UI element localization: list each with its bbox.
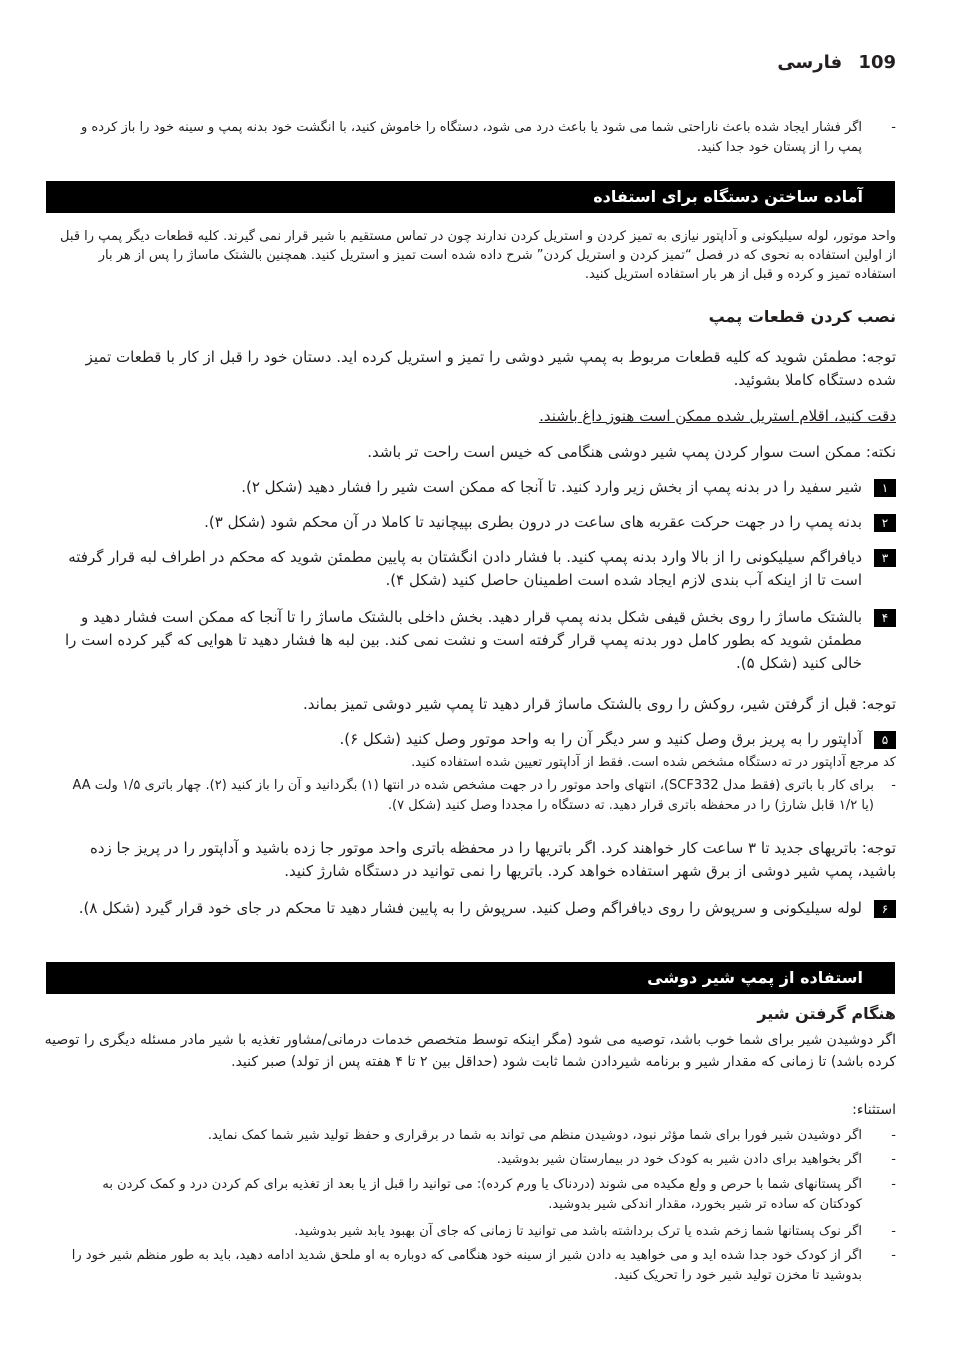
bullet-text: اگر از کودک خود جدا شده اید و می خواهید به دادن شیر از سینه خود هنگامی که دوباره به او ملحق شدید ادامه دهید، باید به طور منظم شیر خود را بدوشید تا مخزن تولید شیر خود را تحریک کنید. [71, 1248, 862, 1283]
bullet-dash: - [891, 1152, 896, 1167]
note-clean-parts: توجه: مطمئن شوید که کلیه قطعات مربوط به پمپ شیر دوشی را تمیز و استریل کرده اید. دستان خود را قبل از کار با قطعات تمیز شده دستگاه کاملا بشوئید. [85, 348, 896, 389]
step-1 [60, 476, 896, 499]
note-batteries: توجه: باتریهای جدید تا ۳ ساعت کار خواهند کرد. اگر باتریها را در محفظه باتری واحد موتور جا زده باشید و آداپتور را در پریز جا زده باشید، پمپ شیر دوشی از برق شهر استفاده خواهد کرد. باتریها را نمی توانید در دستگاه شارژ کنید. [89, 839, 896, 880]
step-6 [60, 897, 896, 920]
exceptions-label: استثناء: [852, 1102, 896, 1118]
step-2 [60, 511, 896, 534]
bullet-text: اگر نوک پستانها شما زخم شده یا ترک برداشته باشد می توانید تا زمانی که جای آن بهبود یابد شیر بدوشید. [294, 1224, 862, 1239]
bullet-dash: - [891, 778, 896, 793]
bullet-text: اگر دوشیدن شیر فورا برای شما مؤثر نبود، دوشیدن منظم می تواند به شما در برقراری و حفظ تولید شیر شما کمک نماید. [207, 1128, 862, 1143]
step-number: ۶ [874, 900, 896, 918]
note-cover: توجه: قبل از گرفتن شیر، روکش را روی بالشتک ماساژ قرار دهید تا پمپ شیر دوشی تمیز بماند. [302, 695, 896, 713]
subtitle-expressing: هنگام گرفتن شیر [757, 1004, 896, 1023]
battery-bullet-text: برای کار با باتری (فقط مدل SCF332)، انتهای واحد موتور را در جهت مشخص شده در انتها (۱) بگردانید و آن را باز کنید (۲). چهار باتری ۱/۵ ولت AA (یا ۱/۲ قابل شارژ) را در محفظه باتری قرار دهید. ته دستگاه را مجددا وصل کنید (شکل ۷). [72, 778, 874, 813]
step-4 [60, 606, 896, 675]
step-number: ۲ [874, 514, 896, 532]
step-text: بدنه پمپ را در جهت حرکت عقربه های ساعت در درون بطری بپیچانید تا کاملا در آن محکم شود (شکل ۳). [204, 513, 862, 531]
intro-bullet-text: اگر فشار ایجاد شده باعث ناراحتی شما می شود یا باعث درد می شود، دستگاه را خاموش کنید، با انگشت خود بدنه پمپ و سینه خود را باز کرده و پمپ را از پستان خود جدا کنید. [81, 120, 862, 155]
expressing-paragraph: اگر دوشیدن شیر برای شما خوب باشد، توصیه می شود (مگر اینکه توسط متخصص خدمات درمانی/مشاور تغذیه با شیر مادر مسئله دیگری را توصیه کرده باشد) تا زمانی که مقدار شیر و برنامه شیردادن شما ثابت شود (حداقل بین ۲ تا ۴ هفته پس از تولد) صبر کنید. [44, 1032, 896, 1070]
exception-bullet-3 [60, 1175, 896, 1215]
step-text: بالشتک ماساژ را روی بخش قیفی شکل بدنه پمپ قرار دهید. بخش داخلی بالشتک ماساژ را تا آنجا که ممکن است فشار دهید و مطمئن شوید که بطور کامل دور بدنه پمپ قرار گرفته است و نشت نمی کند. بین لبه ها فشار دهید تا هوایی که گیر کرده است را خالی کنید (شکل ۵). [64, 608, 862, 672]
adapter-reference-note: کد مرجع آداپتور در ته دستگاه مشخص شده است. فقط از آداپتور تعیین شده استفاده کنید. [411, 755, 896, 770]
step-text: شیر سفید را در بدنه پمپ از بخش زیر وارد کنید. تا آنجا که ممکن است شیر را فشار دهید (شکل ۲). [241, 478, 862, 496]
page-number: 109 [858, 52, 896, 73]
bullet-dash: - [891, 1177, 896, 1192]
prepare-paragraph: واحد موتور، لوله سیلیکونی و آداپتور نیازی به تمیز کردن و استریل کردن ندارند چون در تماس مستقیم با شیر قرار نمی گیرند. کلیه قطعات دیگر پمپ را قبل از اولین استفاده به نحوی که در فصل “تمیز کردن و استریل کردن” شرح داده شده است تمیز و استریل کنید. همچنین بالشتک ماساژ را پس از هر بار استفاده تمیز و کرده و قبل از هر بار استفاده استریل کنید. [60, 229, 896, 282]
exception-bullet-4 [60, 1222, 896, 1242]
intro-bullet [76, 118, 896, 158]
step-5 [60, 728, 896, 751]
bullet-dash: - [891, 120, 896, 135]
step-text: آداپتور را به پریز برق وصل کنید و سر دیگر آن را به واحد موتور وصل کنید (شکل ۶). [339, 730, 862, 748]
page-header [777, 52, 896, 73]
section-title-prepare: آماده ساختن دستگاه برای استفاده [46, 181, 895, 213]
step-number: ۳ [874, 549, 896, 567]
bullet-text: اگر پستانهای شما با حرص و ولع مکیده می شوند (دردناک یا ورم کرده): می توانید را قبل از یا بعد از تغذیه برای کم کردن درد و کمک کردن به کودکتان که ساده تر شیر بخورد، مقدار اندکی شیر بدوشید. [102, 1177, 862, 1212]
caution-hot-items: دقت کنید، اقلام استریل شده ممکن است هنوز داغ باشند. [539, 407, 896, 425]
language-label: فارسی [777, 52, 843, 73]
step-text: لوله سیلیکونی و سرپوش را روی دیافراگم وصل کنید. سرپوش را به پایین فشار دهید تا محکم در جای خود قرار گیرد (شکل ۸). [78, 899, 862, 917]
step-text: دیافراگم سیلیکونی را از بالا وارد بدنه پمپ کنید. با فشار دادن انگشتان به پایین مطمئن شوید که محکم در اطراف لبه قرار گرفته است تا از اینکه آب بندی لازم ایجاد شده است اطمینان حاصل کنید (شکل ۴). [68, 548, 862, 589]
section-title-using-pump: استفاده از پمپ شیر دوشی [46, 962, 895, 994]
step-number: ۵ [874, 731, 896, 749]
bullet-dash: - [891, 1224, 896, 1239]
exception-bullet-1 [60, 1126, 896, 1146]
exception-bullet-2 [60, 1150, 896, 1170]
bullet-dash: - [891, 1248, 896, 1263]
step-3 [60, 546, 896, 592]
step-number: ۴ [874, 609, 896, 627]
step-number: ۱ [874, 479, 896, 497]
subtitle-assembly: نصب کردن قطعات پمپ [708, 307, 896, 326]
bullet-dash: - [891, 1128, 896, 1143]
battery-bullet [60, 776, 896, 816]
bullet-text: اگر بخواهید برای دادن شیر به کودک خود در بیمارستان شیر بدوشید. [496, 1152, 862, 1167]
tip-wet-assembly: نکته: ممکن است سوار کردن پمپ شیر دوشی هنگامی که خیس است راحت تر باشد. [367, 443, 896, 461]
exception-bullet-5 [60, 1246, 896, 1286]
